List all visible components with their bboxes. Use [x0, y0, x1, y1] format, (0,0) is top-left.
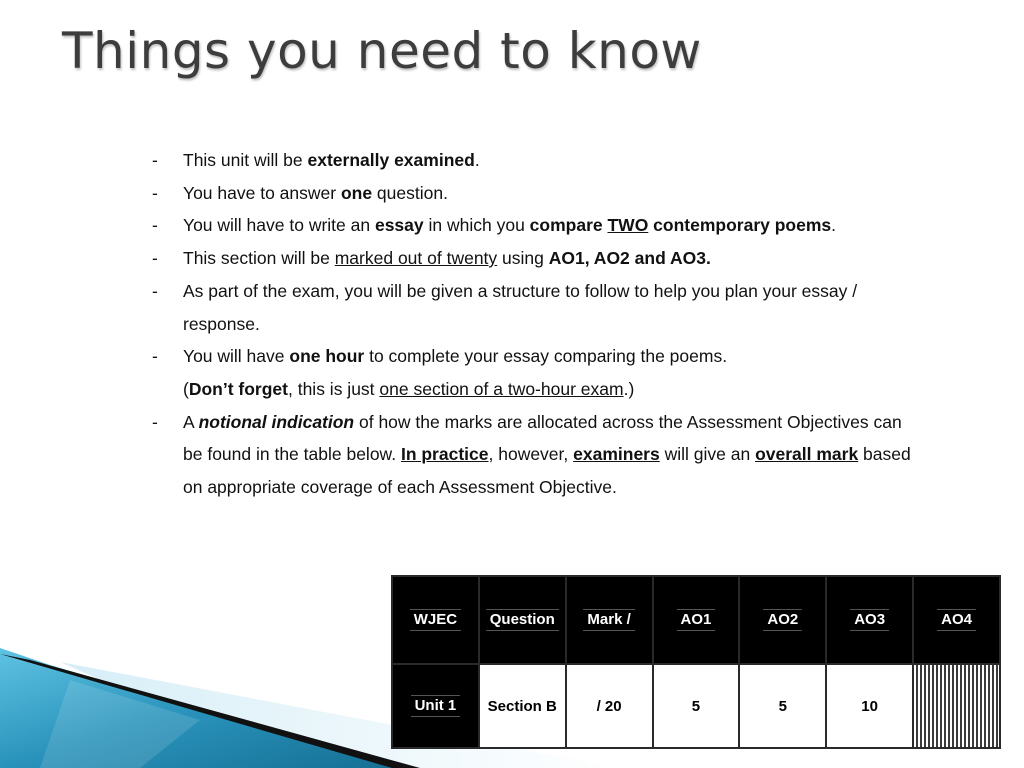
bullet-text: ( [183, 378, 189, 399]
bullet-dash: - [152, 182, 158, 203]
bullet-bold-underline: examiners [573, 444, 660, 465]
header-label: AO4 [937, 609, 976, 631]
bullet-text: , this is just [287, 378, 380, 399]
header-cell [479, 576, 566, 664]
bullet-text: question. [372, 182, 448, 203]
bullet-text: of how the marks are allocated across the Assessment Objectives can be found in the table below. [183, 411, 902, 465]
table-cell [653, 664, 740, 748]
bullet-dash: - [152, 411, 158, 432]
bullet-bold: one hour [289, 346, 365, 367]
bullet-text: . [831, 215, 837, 236]
bullet-text: A [183, 411, 199, 432]
header-cell [826, 576, 913, 664]
bullet-item [152, 340, 912, 405]
bullet-bold: compare [529, 215, 608, 236]
bullet-text: in which you [423, 215, 530, 236]
bullet-dash: - [152, 248, 158, 269]
assessment-table-container [391, 575, 1001, 747]
header-cell [739, 576, 826, 664]
cell-value: 5 [691, 697, 701, 715]
header-label: AO3 [850, 609, 889, 631]
hatched-cell [913, 664, 1000, 748]
header-cell [913, 576, 1000, 664]
header-label: AO1 [677, 609, 716, 631]
bullet-bold-underline: overall mark [755, 444, 859, 465]
slide-title: Things you need to know [62, 22, 702, 80]
bullet-text: using [497, 248, 549, 269]
cell-value: / 20 [596, 697, 622, 715]
bullet-underline: one section of a two-hour exam [379, 378, 624, 399]
bullet-bold-italic: notional indication [198, 411, 355, 432]
bullet-text: You will have to write an [183, 215, 375, 236]
table-cell [739, 664, 826, 748]
bullet-text: . [474, 150, 480, 170]
bullet-text: This section will be [183, 248, 335, 269]
header-label: Question [486, 609, 559, 631]
table-cell [826, 664, 913, 748]
bullet-bold-underline: In practice [400, 444, 489, 465]
bullet-text: , however, [488, 444, 574, 465]
cell-value: 10 [861, 697, 878, 715]
table-row [392, 664, 1000, 748]
bullet-item [152, 209, 912, 242]
bullet-item [152, 406, 912, 504]
bullet-text: You will have [183, 346, 290, 367]
bullet-item [152, 177, 912, 210]
bullet-dash: - [152, 346, 158, 367]
header-cell [566, 576, 653, 664]
table-header-row [392, 576, 1000, 664]
header-label: Mark / [583, 609, 634, 631]
bullet-item [152, 275, 912, 340]
bullet-text: .) [623, 378, 635, 399]
cell-value: Section B [487, 697, 557, 715]
bullet-item [152, 242, 912, 275]
bullet-dash: - [152, 150, 158, 170]
bullet-bold: contemporary poems [648, 215, 832, 236]
bullet-dash: - [152, 280, 158, 301]
bullet-item [152, 144, 912, 177]
bullet-dash: - [152, 215, 158, 236]
bullet-bold: essay [374, 215, 424, 236]
bullet-bold: externally examined [307, 150, 475, 170]
bullet-text: based on appropriate coverage of each Assessment Objective. [183, 444, 911, 498]
header-label: WJEC [410, 609, 461, 631]
bullet-bold-underline: TWO [607, 215, 649, 236]
bullet-text: to complete your essay comparing the poems. [364, 346, 728, 367]
cell-value: 5 [778, 697, 787, 715]
bullet-underline: marked out of twenty [334, 248, 498, 269]
table-cell [479, 664, 566, 748]
row-label: Unit 1 [411, 695, 461, 717]
bullet-bold: AO1, AO2 and AO3. [548, 248, 711, 269]
header-cell [392, 576, 479, 664]
header-label: AO2 [763, 609, 802, 631]
bullet-text: You have to answer [183, 182, 341, 203]
bullet-list [152, 144, 912, 504]
header-cell [653, 576, 740, 664]
bullet-bold: one [340, 182, 373, 203]
table-cell [566, 664, 653, 748]
bullet-text: will give an [659, 444, 756, 465]
bullet-text: As part of the exam, you will be given a structure to follow to help you plan your essay / response. [183, 280, 858, 334]
assessment-table [391, 575, 1001, 749]
row-label-cell [392, 664, 479, 748]
bullet-bold: Don’t forget [188, 378, 288, 399]
bullet-text: This unit will be [183, 150, 308, 170]
